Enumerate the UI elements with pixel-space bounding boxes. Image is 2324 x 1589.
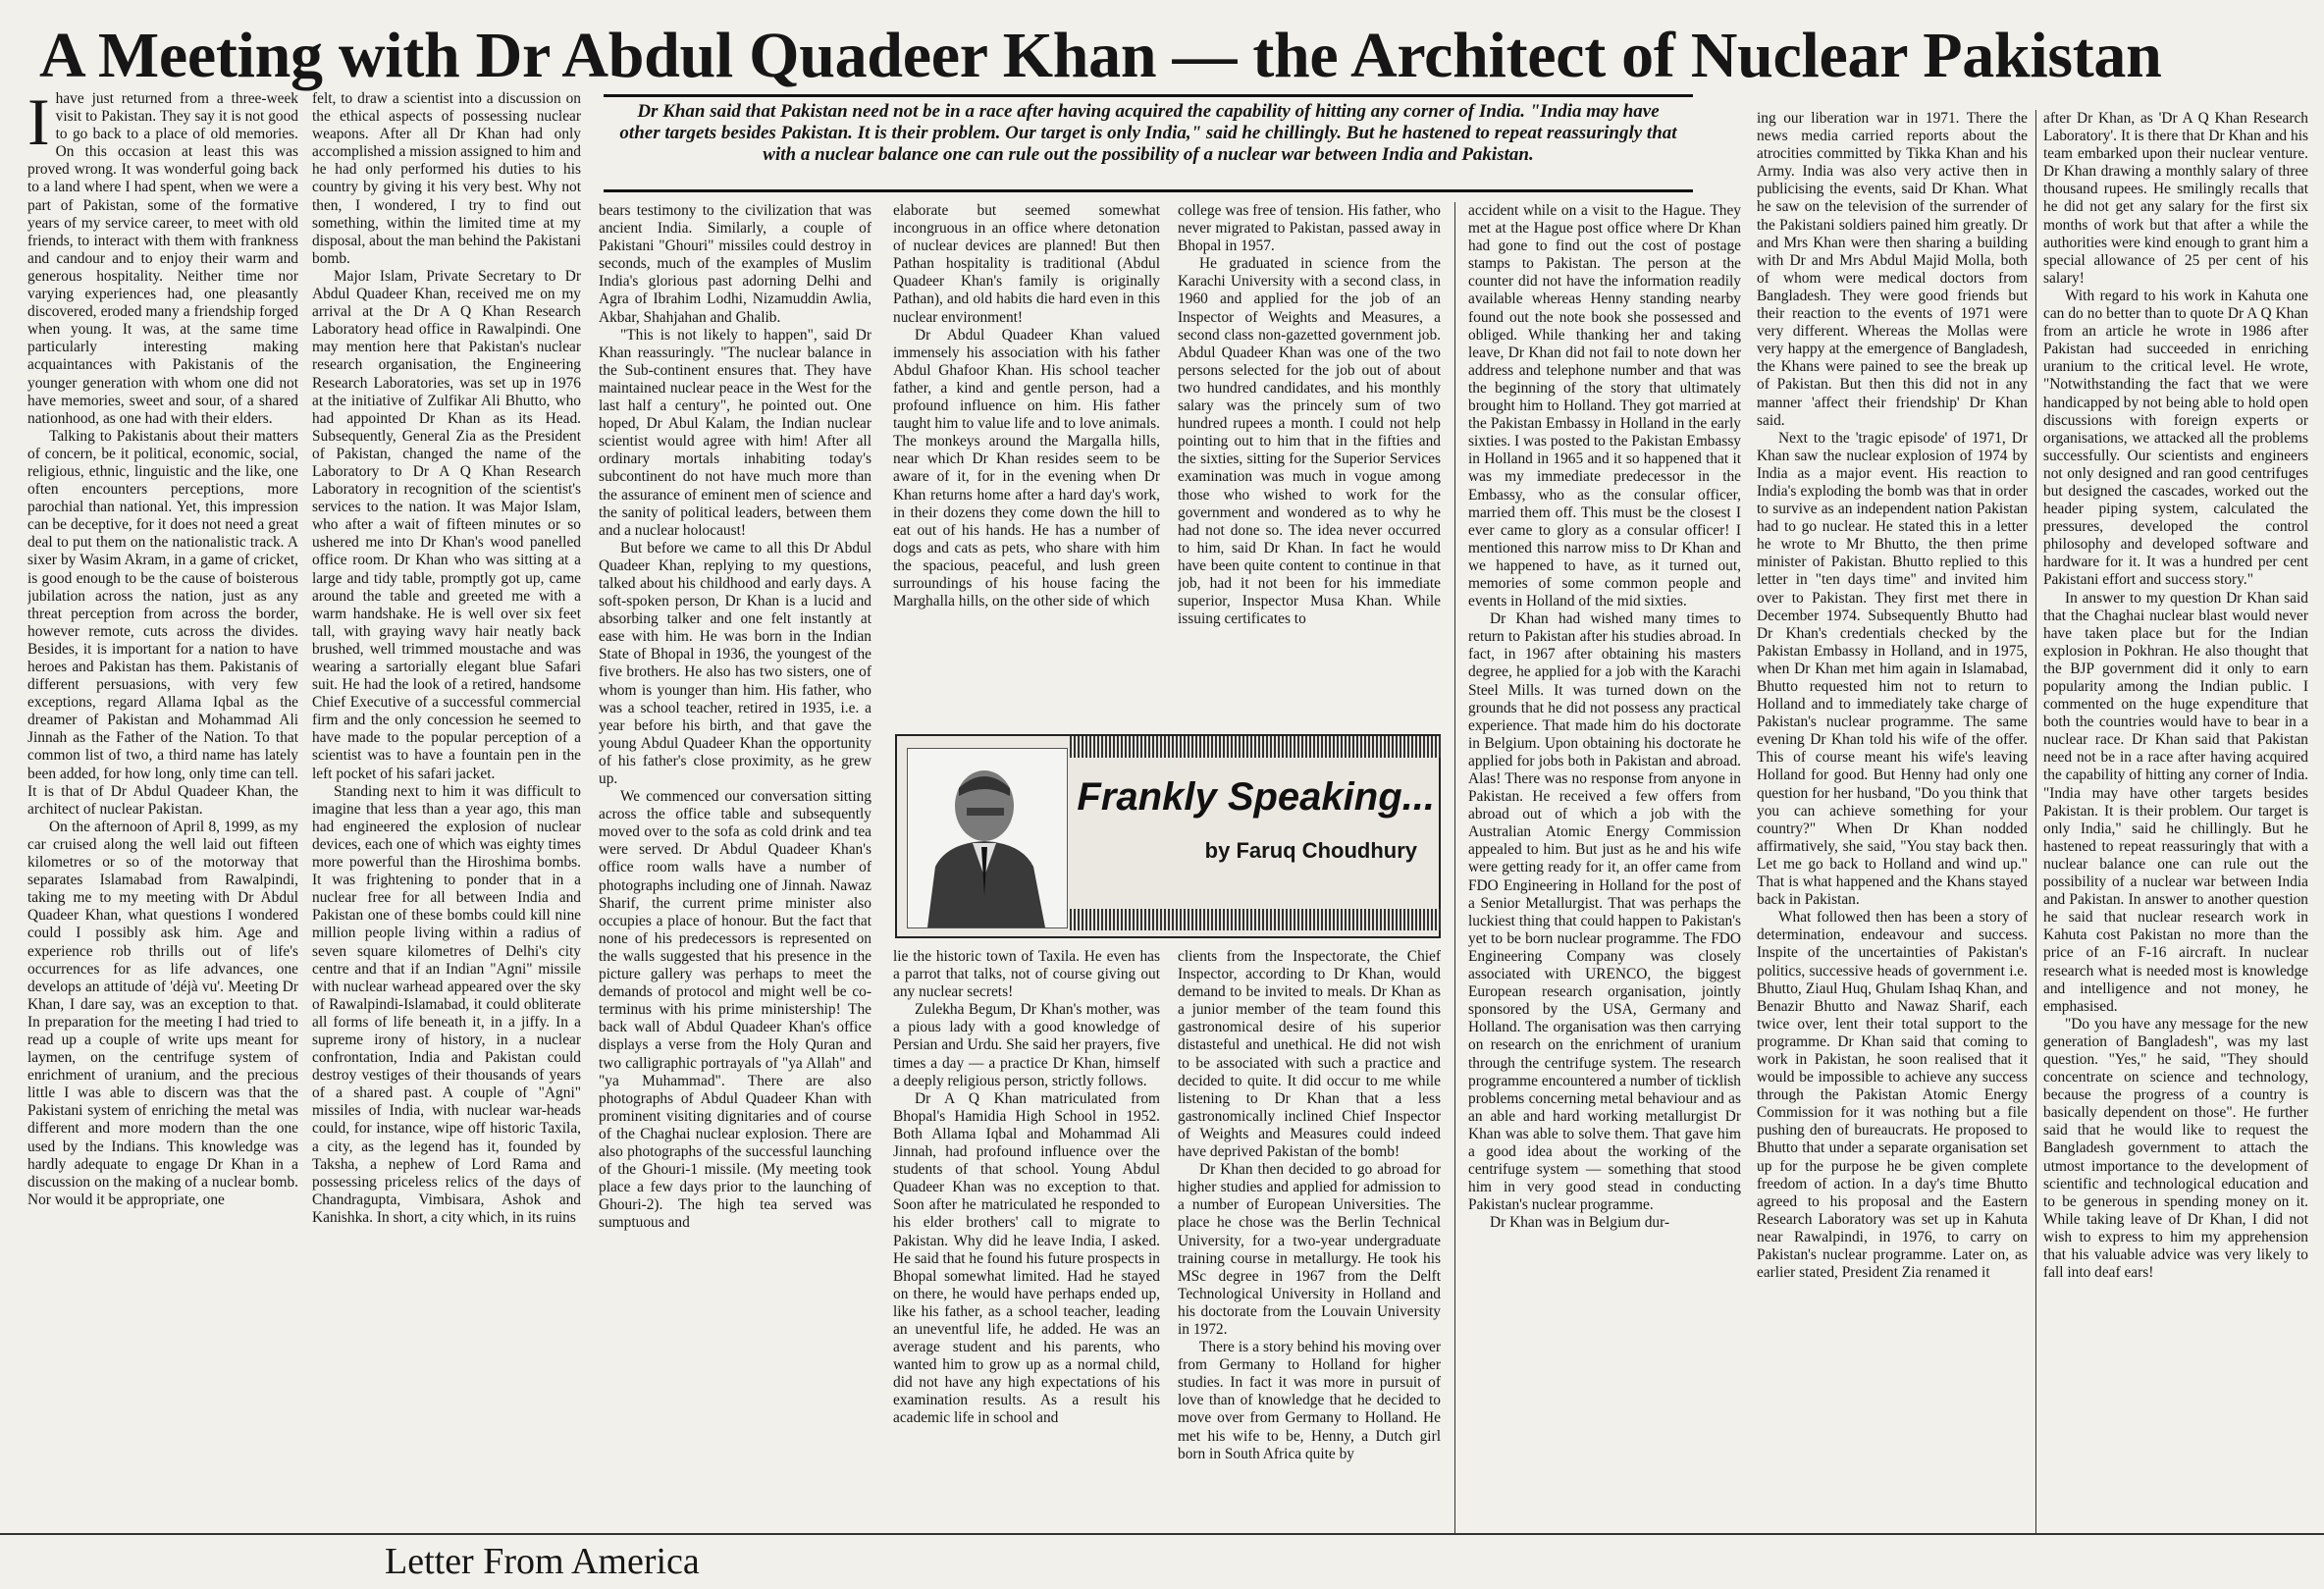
article-column-6 <box>1468 202 1741 1533</box>
article-paragraph: Standing next to him it was difficult to imagine that less than a year ago, this man had engineered the explosion of nuclear devices, each one of which was eighty times more powerful than the Hiroshima bombs. It was frightening to ponder that in a nuclear free for all between India and Pakistan one of these bombs could kill nine million people living within a radius of seven square kilometres of Delhi's city centre and that if an Indian "Agni" missile with nuclear warhead appeared over the sky of Rawalpindi-Islamabad, it could obliterate all forms of life beneath it, in a jiffy. In a supreme irony of history, in a nuclear confrontation, India and Pakistan could destroy vestiges of their thousands of years of a shared past. A couple of "Agni" missiles of India, with nuclear war-heads could, for instance, wipe off historic Taxila, a city, as the legend has it, founded by Taksha, a nephew of Lord Rama and possessing priceless relics of the days of Chandragupta, Vimbisara, Ashok and Kanishka. In short, a city which, in its ruins <box>312 782 581 1226</box>
article-paragraph: Talking to Pakistanis about their matters of concern, be it political, economic, social, religious, ethnic, linguistic and the like, one often encounters perceptions, more parochial than national. Yet, this impression can be deceptive, for it does not need a great deal to put them on the nationalistic track. A sixer by Wasim Akram, in a game of cricket, is good enough to be the cause of boisterous jubilation across the nation, just as any threat perception from across the border, however remote, cuts across the divides. Besides, it is important for a nation to have heroes and Pakistan has them. Pakistanis of different persuasions, with very few exceptions, regard Allama Iqbal as the dreamer of Pakistan and Mohammad Ali Jinnah as the Father of the Nation. To that common list of two, a third name has lately been added, for how long, only time can tell. It is that of Dr Abdul Quadeer Khan, the architect of nuclear Pakistan. <box>27 427 298 818</box>
article-paragraph: felt, to draw a scientist into a discussion on the ethical aspects of possessing nuclear weapons. After all Dr Khan had only accomplished a mission assigned to him and he had only performed his duties to his country by giving it his very best. Why not then, I wondered, I try to find out something, within the limited time at my disposal, about the man behind the Pakistani bomb. <box>312 90 581 267</box>
article-paragraph: "This is not likely to happen", said Dr Khan reassuringly. "The nuclear balance in the Sub-continent ensures that. They have maintained nuclear peace in the West for the last half a century", he pointed out. One hoped, Dr Abul Kalam, the Indian nuclear scientist would agree with him! After all ordinary mortals inhabiting today's subcontinent do not have much more than the assurance of eminent men of science and the sanity of political leaders, between them and a nuclear holocaust! <box>599 326 872 539</box>
column-name: Frankly Speaking... <box>1077 775 1435 819</box>
article-paragraph: On the afternoon of April 8, 1999, as my car cruised along the well laid out fifteen kilometres or so of the motorway that separates Islamabad from Rawalpindi, taking me to my meeting with Dr Abdul Quadeer Khan, what questions I wondered could I possibly ask him. Age and experience rob thrills out of life's occurrences for as life advances, one develops an attitude of 'déjà vu'. Meeting Dr Khan, I dare say, was an exception to that. In preparation for the meeting I had tried to read up a couple of write ups meant for laymen, on the centrifuge system of enrichment of uranium, and the precious little I was able to discern was that the Pakistani system of enriching the metal was different and more modern than the one used by the Indians. This knowledge was hardly adequate to engage Dr Khan in a discussion on the making of a nuclear bomb. Nor would it be appropriate, one <box>27 818 298 1208</box>
column-feature-box <box>895 734 1441 938</box>
article-column-5-lower <box>1178 948 1441 1533</box>
decorative-band <box>1070 736 1441 758</box>
author-portrait <box>907 748 1068 928</box>
drop-cap: I <box>27 90 50 159</box>
article-paragraph: Ihave just returned from a three-week visit to Pakistan. They say it is not good to go back to a place of old memories. On this occasion at least this was proved wrong. It was wonderful going back to a land where I had spent, when we were a part of Pakistan, some of the formative years of my service career, to meet with old friends, to interact with them with frankness and candour and to enjoy their warm and generous hospitality. Neither time nor varying experiences had, one pleasantly discovered, eroded many a friendship forged when young. It was, at the same time particularly interesting making acquaintances with Pakistanis of the younger generation with whom one did not have memories, sweet and sour, of a shared nationhood, as one had with their elders. <box>27 90 298 427</box>
article-paragraph: In answer to my question Dr Khan said that the Chaghai nuclear blast would never have taken place but for the Indian explosion in Pokhran. He also thought that the BJP government did it only to earn popularity among the Indian public. I commented on the huge expenditure that both the countries would have to bear in a nuclear race. Dr Khan said that Pakistan need not be in a race after having acquired the capability of hitting any corner of India. "India may have other targets besides Pakistan. It is their problem. Our target is only India," said he chillingly. But he hastened to repeat reassuringly that with a nuclear balance one can rule out the possibility of a nuclear war between India and Pakistan. In answer to another question he said that nuclear research work in Kahuta cost Pakistan no more than the price of an F-16 aircraft. In nuclear research what is needed most is knowledge and intelligence and not money, he emphasised. <box>2043 589 2308 1015</box>
article-column-7 <box>1757 110 2028 1533</box>
article-paragraph: What followed then has been a story of determination, endeavour and success. Inspite of the uncertainties of Pakistan's politics, successive heads of government i.e. Bhutto, Ziaul Huq, Ghulam Ishaq Khan, and Benazir Bhutto and Nawaz Sharif, each twice over, lent their total support to the programme. Dr Khan said that coming to work in Pakistan, he soon realised that it would be impossible to achieve any success through the Pakistan Atomic Energy Commission for it was nothing but a file pushing den of bureaucrats. He proposed to Bhutto that under a separate organisation set up for the purpose he be given complete freedom of action. In a day's time Bhutto agreed to his proposal and the Eastern Research Laboratory was set up in Kahuta near Rawalpindi, in 1976, to carry on Pakistan's nuclear programme. Later on, as earlier stated, President Zia renamed it <box>1757 909 2028 1282</box>
article-paragraph: after Dr Khan, as 'Dr A Q Khan Research Laboratory'. It is there that Dr Khan and his team embarked upon their nuclear venture. Dr Khan drawing a monthly salary of three thousand rupees. He smilingly recalls that he did not get any salary for the first six months of work but that after a while the authorities were kind enough to grant him a special allowance of 25 per cent of his salary! <box>2043 110 2308 287</box>
article-paragraph: We commenced our conversation sitting across the office table and subsequently moved over to the sofa as cold drink and tea were served. Dr Abdul Quadeer Khan's office room walls have a number of photographs including one of Jinnah. Nawaz Sharif, the current prime minister also occupies a place of honour. But the fact that none of his predecessors is represented on the walls suggested that his presence in the picture gallery was perhaps to meet the demands of protocol and might well be co-terminus with his prime ministership! The back wall of Abdul Quadeer Khan's office displays a verse from the Holy Quran and two calligraphic portrayals of "ya Allah" and "ya Muhammad". There are also photographs of Abdul Quadeer Khan with prominent visiting dignitaries and of course of the Chaghai nuclear explosion. There are also photographs of the successful launching of the Ghouri-1 missile. (My meeting took place a few days prior to the launching of Ghouri-2). The high tea served was sumptuous and <box>599 788 872 1232</box>
portrait-image <box>908 749 1067 927</box>
article-paragraph: elaborate but seemed somewhat incongruous in an office where detonation of nuclear devices are planned! But then Pathan hospitality is traditional (Abdul Quadeer Khan's family is originally Pathan), and old habits die hard even in this nuclear environment! <box>893 202 1160 326</box>
article-paragraph: With regard to his work in Kahuta one can do no better than to quote Dr A Q Khan from an article he wrote in 1986 after Pakistan had succeeded in enriching uranium to the critical level. He wrote, "Notwithstanding the fact that we were handicapped by not being able to hold open discussions with foreign experts or organisations, we attacked all the problems successfully. Our scientists and engineers not only designed and ran good centrifuges but designed the cascades, worked out the header piping system, calculated the pressures, developed the control philosophy and developed software and hardware for it. It was a hundred per cent Pakistani effort and success story." <box>2043 287 2308 589</box>
article-paragraph: Dr Khan then decided to go abroad for higher studies and applied for admission to a number of European Universities. The place he chose was the Berlin Technical University, for a two-year undergraduate training course in metallurgy. He took his MSc degree in 1967 from the Delft Technological University in Holland and his doctorate from the Louvain University in 1972. <box>1178 1161 1441 1338</box>
article-column-5-upper <box>1178 202 1441 722</box>
article-paragraph: bears testimony to the civilization that was ancient India. Similarly, a couple of Pakistani "Ghouri" missiles could destroy in seconds, much of the examples of Muslim India's glorious past adorning Delhi and Agra of Ibrahim Lodhi, Nizamuddin Awlia, Akbar, Shahjahan and Ghalib. <box>599 202 872 326</box>
pull-quote: Dr Khan said that Pakistan need not be in a race after having acquired the capability of hitting any corner of India. "India may have other targets besides Pakistan. It is their problem. Our target is only India," said he chillingly. But he hastened to repeat reassuringly that with a nuclear balance one can rule out the possibility of a nuclear war between India and Pakistan. <box>604 94 1693 192</box>
article-paragraph: Dr A Q Khan matriculated from Bhopal's Hamidia High School in 1952. Both Allama Iqbal and Mohammad Ali Jinnah, had profound influence over the students of that school. Young Abdul Quadeer Khan was no exception to that. Soon after he matriculated he responded to his elder brothers' call to migrate to Pakistan. Why did he leave India, I asked. He said that he found his future prospects in Bhopal somewhat limited. Had he stayed on there, he would have perhaps ended up, like his father, as a school teacher, leading an uneventful life, he added. He was an average student and his parents, who wanted him to grow up as a normal child, did not have any high expectations of his examination results. As a result his academic life in school and <box>893 1089 1160 1427</box>
article-paragraph: He graduated in science from the Karachi University with a second class, in 1960 and applied for the job of an Inspector of Weights and Measures, a second class non-gazetted government job. Abdul Quadeer Khan was one of the two persons selected for the job out of about two hundred candidates, and his monthly salary was the princely sum of two hundred rupees a month. I could not help pointing out to him that in the fifties and the sixties, sitting for the Superior Services examination was much in vogue among those who wished to work for the government and wondered as to why he had not done so. The idea never occurred to him, said Dr Khan. In fact he would have been quite content to continue in that job, had it not been for his immediate superior, Inspector Musa Khan. While issuing certificates to <box>1178 255 1441 628</box>
article-paragraph: accident while on a visit to the Hague. They met at the Hague post office where Dr Khan had gone to find out the cost of postage stamps to Pakistan. The person at the counter did not have the information readily available whereas Henny standing nearby found out the note book she possessed and obliged. While thanking her and taking leave, Dr Khan did not fail to note down her address and telephone number and that was the beginning of the story that ultimately brought him to Holland. They got married at the Pakistan Embassy in Holland in the early sixties. I was posted to the Pakistan Embassy in Holland in 1965 and it so happened that it was my immediate predecessor in the Embassy, who as the consular officer, married them off. This must be the closest I ever came to glory as a consular officer! I mentioned this narrow miss to Dr Khan and we happened to have, as it turned out, memories of some common people and events in Holland of the mid sixties. <box>1468 202 1741 610</box>
article-paragraph: Dr Abdul Quadeer Khan valued immensely his association with his father Abdul Ghafoor Khan. His school teacher father, a kind and gentle person, had a profound influence on him. His father taught him to value life and to love animals. The monkeys around the Margalla hills, near which Dr Khan resides seem to be aware of it, for in the evening when Dr Khan returns home after a hard day's work, in their dozens they come down the hill to eat out of his hands. He has a number of dogs and cats as pets, who share with him the spacious, peaceful, and lush green surroundings of his house facing the Marghalla hills, on the other side of which <box>893 326 1160 610</box>
article-column-8 <box>2043 110 2308 1533</box>
article-paragraph: Dr Khan had wished many times to return to Pakistan after his studies abroad. In fact, in 1967 after obtaining his masters degree, he applied for a job with the Karachi Steel Mills. It was turned down on the grounds that he did not possess any practical experience. That made him do his doctorate in Belgium. Upon obtaining his doctorate he applied for jobs both in Pakistan and abroad. Alas! There was no response from anyone in Pakistan. He received a few offers from abroad out of which a job with the Australian Atomic Energy Commission appealed to him. But just as he and his wife were getting ready for it, an offer came from FDO Engineering in Holland for the post of a Senior Metallurgist. That was perhaps the luckiest thing that could happen to Pakistan's yet to be born nuclear programme. The FDO Engineering Company was closely associated with URENCO, the biggest European research organisation, jointly sponsored by the USA, Germany and Holland. The organisation was then carrying on research on the enrichment of uranium through the centrifuge system. The research programme encountered a number of ticklish problems concerning metal behaviour and as an able and hard working metallurgist Dr Khan was able to solve them. That gave him a good idea about the working of the centrifuge system — something that stood him in very good stead in conducting Pakistan's nuclear programme. <box>1468 610 1741 1214</box>
column-rule <box>1454 202 1455 1533</box>
article-column-3 <box>599 202 872 1533</box>
article-paragraph: Next to the 'tragic episode' of 1971, Dr Khan saw the nuclear explosion of 1974 by India as a major event. His reaction to India's exploding the bomb was that in order to survive as an independent nation Pakistan had to go nuclear. He stated this in a letter he wrote to Mr Bhutto, the then prime minister of Pakistan. Bhutto replied to this letter in "ten days time" and invited him over to Pakistan. They first met there in December 1974. Subsequently Bhutto had Dr Khan's credentials checked by the Pakistan Embassy in Holland, and in 1975, when Dr Khan met him again in Islamabad, Bhutto requested him not to return to Holland and to immediately take charge of Pakistan's nuclear programme. The same evening Dr Khan told his wife of the offer. This of course meant his wife's leaving Holland for good. But Henny had only one question for her husband, "Do you think that you can achieve something for your country?" When Dr Khan nodded affirmatively, she said, "You stay back then. Let me go back to Holland and wind up." That is what happened and the Khans stayed back in Pakistan. <box>1757 429 2028 909</box>
column-rule <box>2035 110 2036 1533</box>
article-paragraph: Major Islam, Private Secretary to Dr Abdul Quadeer Khan, received me on my arrival at the Dr A Q Khan Research Laboratory head office in Rawalpindi. One may mention here that Pakistan's nuclear research organisation, the Engineering Research Laboratories, was set up in 1976 at the initiative of Zulfikar Ali Bhutto, who had appointed Dr Khan as its Head. Subsequently, General Zia as the President of Pakistan, changed the name of the Laboratory to Dr A Q Khan Research Laboratory in recognition of the scientist's services to the nation. It was Major Islam, who after a wait of fifteen minutes or so ushered me into Dr Khan's wood panelled office room. Dr Khan who was sitting at a large and tidy table, promptly got up, came around the table and greeted me with a warm handshake. He is well over six feet tall, with graying wavy hair neatly back brushed, well trimmed moustache and was wearing a sartorially elegant blue Safari suit. He had the look of a retired, handsome Chief Executive of a successful commercial firm and the only concession he seemed to have made to the popular perception of a scientist was to have a fountain pen in the left pocket of his safari jacket. <box>312 267 581 782</box>
article-paragraph: Dr Khan was in Belgium dur- <box>1490 1214 1670 1232</box>
article-paragraph: clients from the Inspectorate, the Chief Inspector, according to Dr Khan, would demand to be invited to meals. Dr Khan as a junior member of the team found this gastronomical desire of his superior distasteful and unethical. He did not wish to be associated with such a practice and decided to quite. It did occur to me while listening to Dr Khan that a less gastronomically inclined Chief Inspector of Weights and Measures could indeed have deprived Pakistan of the bomb! <box>1178 948 1441 1161</box>
headline: A Meeting with Dr Abdul Quadeer Khan — the Architect of Nuclear Pakistan <box>39 20 2162 91</box>
decorative-band <box>1070 909 1441 930</box>
article-paragraph: But before we came to all this Dr Abdul Quadeer Khan, replying to my questions, talked about his childhood and early days. A soft-spoken person, Dr Khan is a lucid and absorbing talker and one felt instantly at ease with him. He was born in the Indian State of Bhopal in 1936, the youngest of the five brothers. He also has two sisters, one of whom is younger than him. His father, who was a school teacher, retired in 1935, i.e. a year before his birth, and that gave the young Abdul Quadeer Khan the opportunity of his father's close proximity, as he grew up. <box>599 539 872 787</box>
article-paragraph: "Do you have any message for the new generation of Bangladesh", was my last question. "Yes," he said, "They should concentrate on science and technology, because the progress of a country is basically dependent on those". He further said that he would like to request the Bangladesh government to attach the utmost importance to the development of scientific and technological education and to be generous in spending money on it. While taking leave of Dr Khan, I did not wish to express to him my apprehension that his valuable advice was very likely to fall into deaf ears! <box>2043 1015 2308 1282</box>
article-paragraph: lie the historic town of Taxila. He even has a parrot that talks, not of course giving out any nuclear secrets! <box>893 948 1160 1001</box>
article-paragraph: Zulekha Begum, Dr Khan's mother, was a pious lady with a good knowledge of Persian and Urdu. She said her prayers, five times a day — a practice Dr Khan, himself a deeply religious person, strictly follows. <box>893 1001 1160 1089</box>
article-column-2 <box>312 90 581 1533</box>
footer-rule <box>0 1533 2324 1535</box>
article-column-4-upper <box>893 202 1160 722</box>
article-column-4-lower <box>893 948 1160 1533</box>
next-article-heading: Letter From America <box>385 1541 700 1582</box>
article-column-1 <box>27 90 298 1533</box>
article-paragraph: ing our liberation war in 1971. There the news media carried reports about the atrocities committed by Tikka Khan and his Army. India was also very active then in publicising the events, said Dr Khan. What he saw on the television of the surrender of the Pakistani soldiers pained him greatly. Dr and Mrs Khan were then sharing a building with Dr and Mrs Abdul Majid Molla, both of whom were medical doctors from Bangladesh. They were good friends but their reaction to the events of 1971 were very different. Whereas the Mollas were very happy at the emergence of Bangladesh, the Khans were pained to see the break up of Pakistan. But then this did not in any manner 'affect their friendship' Dr Khan said. <box>1757 110 2028 429</box>
article-paragraph: college was free of tension. His father, who never migrated to Pakistan, passed away in Bhopal in 1957. <box>1178 202 1441 255</box>
article-paragraph: There is a story behind his moving over from Germany to Holland for higher studies. In fact it was more in pursuit of love than of knowledge that he decided to move over from Germany to Holland. He met his wife to be, Henny, a Dutch girl born in South Africa quite by <box>1178 1339 1441 1462</box>
byline: by Faruq Choudhury <box>1204 838 1417 863</box>
